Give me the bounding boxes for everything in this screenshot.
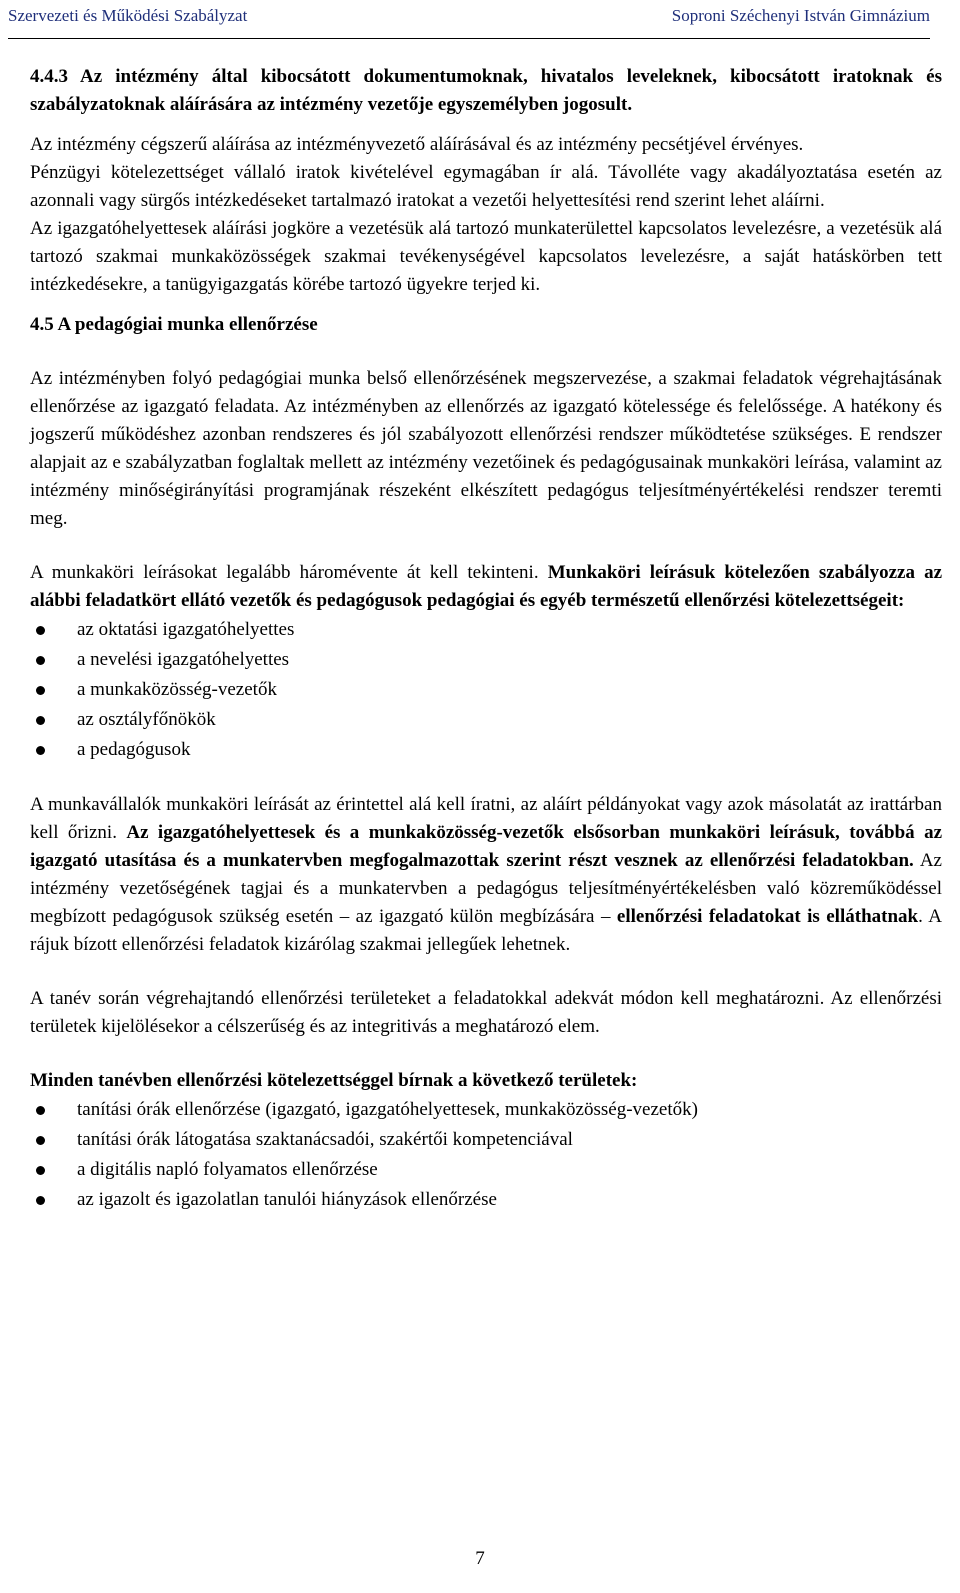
bullet-list-roles [30,615,942,765]
list-item: az oktatási igazgatóhelyettes [30,615,942,645]
text-run-bold: Munkaköri leírásuk kötelezően szabályozza az alábbi feladatkört ellátó vezetők és pedagógusok pedagógiai és egyéb természetű ellenőrzési kötelezettségeit: [30,562,943,611]
paragraph: Az igazgatóhelyettesek aláírási jogköre a vezetésük alá tartozó munkaterülettel kapcsolatos levelezésre, a vezetésük alá tartozó szakmai munkaközösségek szakmai tevékenységével kapcsolatos levelezésre, a saját hatáskörben tett intézkedésekre, a tanügyigazgatás körébe tartozó ügyekre terjed ki. [30,218,942,295]
paragraph [30,791,942,959]
text-run: Az intézmény vezetőségének tagjai és a munkatervben a pedagógus teljesítményértékelésben való közreműködéssel megbízott pedagógusok szükség esetén – az igazgató külön megbízására – [30,850,942,927]
list-item: tanítási órák ellenőrzése (igazgató, igazgatóhelyettesek, munkaközösség-vezetők) [30,1095,942,1125]
list-item: a digitális napló folyamatos ellenőrzése [30,1155,942,1185]
bullet-list-areas [30,1095,942,1215]
text-run: A munkaköri leírásokat legalább háromévente át kell tekinteni. [30,562,548,583]
paragraph: Pénzügyi kötelezettséget vállaló iratok kivételével egymagában ír alá. Távolléte vagy akadályoztatása esetén az azonnali vagy sürgős intézkedéseket tartalmazó iratokat a vezetői helyettesítési rend szerint lehet aláírni. [30,162,942,211]
page-content [30,63,942,1215]
list-item: a munkaközösség-vezetők [30,675,942,705]
page-header [8,0,930,32]
text-run-bold: Az igazgatóhelyettesek és a munkaközösség-vezetők elsősorban munkaköri leírásuk, továbbá az igazgató utasítása és a munkatervben megfogalmazottak szerint részt vesznek az ellenőrzési feladatokban. [30,822,942,871]
list-item: tanítási órák látogatása szaktanácsadói, szakértői kompetenciával [30,1125,942,1155]
list-item: az osztályfőnökök [30,705,942,735]
paragraph: Az intézmény cégszerű aláírása az intézményvezető aláírásával és az intézmény pecsétjével érvényes. [30,134,804,155]
paragraph: A tanév során végrehajtandó ellenőrzési területeket a feladatokkal adekvát módon kell meghatározni. Az ellenőrzési területek kijelölésekor a célszerűség és az integritivás a meghatározó elem. [30,988,942,1037]
text-run: A munkavállalók munkaköri leírását az érintettel alá kell íratni, az aláírt példányokat vagy azok másolatát az irattárban kell őrizni. [30,794,942,843]
text-run-bold: ellenőrzési feladatokat is elláthatnak [616,906,919,927]
paragraph: Az intézményben folyó pedagógiai munka belső ellenőrzésének megszervezése, a szakmai feladatok végrehajtásának ellenőrzése az igazgató feladata. Az intézményben az ellenőrzés az igazgató kötelessége és felelőssége. A hatékony és jogszerű működéshez azonban rendszeres és jól szabályozott ellenőrzési rendszer működtetése szükséges. E rendszer alapjait az e szabályzatban foglaltak mellett az intézmény vezetőinek és pedagógusainak munkaköri leírása, valamint az intézmény minőségirányítási programjának részeként elkészített pedagógus teljesítményértékelési rendszer teremti meg. [30,368,942,529]
header-divider [8,38,930,39]
text-run: . A rájuk bízott ellenőrzési feladatok kizárólag szakmai jellegűek lehetnek. [30,906,942,955]
paragraph [30,559,942,615]
header-school-name: Soproni Széchenyi István Gimnázium [671,6,930,25]
page-number: 7 [475,1548,485,1569]
list-item: a pedagógusok [30,735,942,765]
section-4-5-heading: 4.5 A pedagógiai munka ellenőrzése [30,314,318,335]
header-document-title: Szervezeti és Működési Szabályzat [8,6,248,25]
list-item: a nevelési igazgatóhelyettes [30,645,942,675]
paragraph-bold: Minden tanévben ellenőrzési kötelezettséggel bírnak a következő területek: [30,1070,638,1091]
list-item: az igazolt és igazolatlan tanulói hiányzások ellenőrzése [30,1185,942,1215]
section-4-4-3-heading: 4.4.3 Az intézmény által kibocsátott dokumentumoknak, hivatalos leveleknek, kibocsátott iratoknak és szabályzatoknak aláírására az intézmény vezetője egyszemélyben jogosult. [30,66,942,115]
